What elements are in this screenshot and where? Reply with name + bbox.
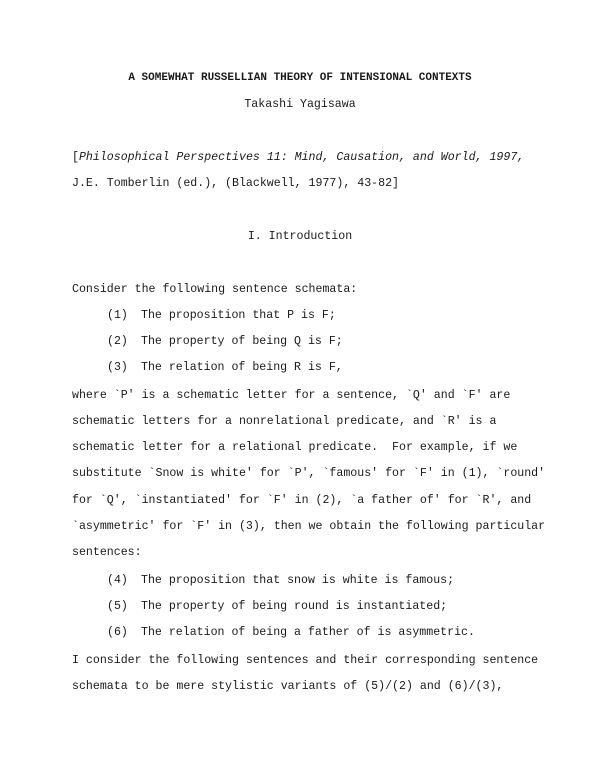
paragraph-line: where `P' is a schematic letter for a sentence, `Q' and `F' are [72, 389, 511, 402]
author-name: Takashi Yagisawa [244, 98, 356, 111]
example-text: The property of being round is instantiated; [141, 600, 448, 613]
example-number: (6) [107, 626, 128, 639]
schema-number: (3) [107, 361, 128, 374]
schema-text: The relation of being R is F, [141, 361, 343, 374]
paper-title: A SOMEWHAT RUSSELLIAN THEORY OF INTENSIONAL CONTEXTS [128, 72, 472, 84]
paragraph-line: sentences: [72, 546, 142, 559]
schema-number: (1) [107, 309, 128, 322]
schema-number: (2) [107, 335, 128, 348]
citation-line-2: J.E. Tomberlin (ed.), (Blackwell, 1977), 43-82] [72, 177, 399, 190]
paragraph-line: substitute `Snow is white' for `P', `famous' for `F' in (1), `round' [72, 467, 546, 480]
citation-bracket: [ [72, 151, 79, 164]
paragraph-line: schematic letters for a nonrelational predicate, and `R' is a [72, 415, 497, 428]
paragraph-line: `asymmetric' for `F' in (3), then we obtain the following particular [72, 520, 546, 533]
example-number: (4) [107, 574, 128, 587]
paragraph-line: schemata to be mere stylistic variants of (5)/(2) and (6)/(3), [72, 680, 504, 693]
paragraph-line: for `Q', `instantiated' for `F' in (2), `a father of' for `R', and [72, 494, 532, 507]
example-item [107, 600, 447, 613]
schema-item [107, 335, 343, 348]
citation-journal: Philosophical Perspectives 11: Mind, Causation, and World, 1997, [78, 151, 525, 164]
schema-item [107, 309, 336, 322]
schema-text: The property of being Q is F; [141, 335, 343, 348]
example-item [107, 626, 475, 639]
paragraph-line: I consider the following sentences and their corresponding sentence [72, 654, 539, 667]
section-heading: I. Introduction [247, 230, 353, 243]
intro-sentence: Consider the following sentence schemata: [72, 283, 358, 296]
schema-text: The proposition that P is F; [141, 309, 336, 322]
example-number: (5) [107, 600, 128, 613]
paragraph-line: schematic letter for a relational predicate. For example, if we [72, 441, 518, 454]
example-item [107, 574, 454, 587]
example-text: The proposition that snow is white is famous; [141, 574, 455, 587]
schema-item [107, 361, 343, 374]
citation-line-1 [72, 151, 524, 164]
example-text: The relation of being a father of is asymmetric. [141, 626, 475, 639]
